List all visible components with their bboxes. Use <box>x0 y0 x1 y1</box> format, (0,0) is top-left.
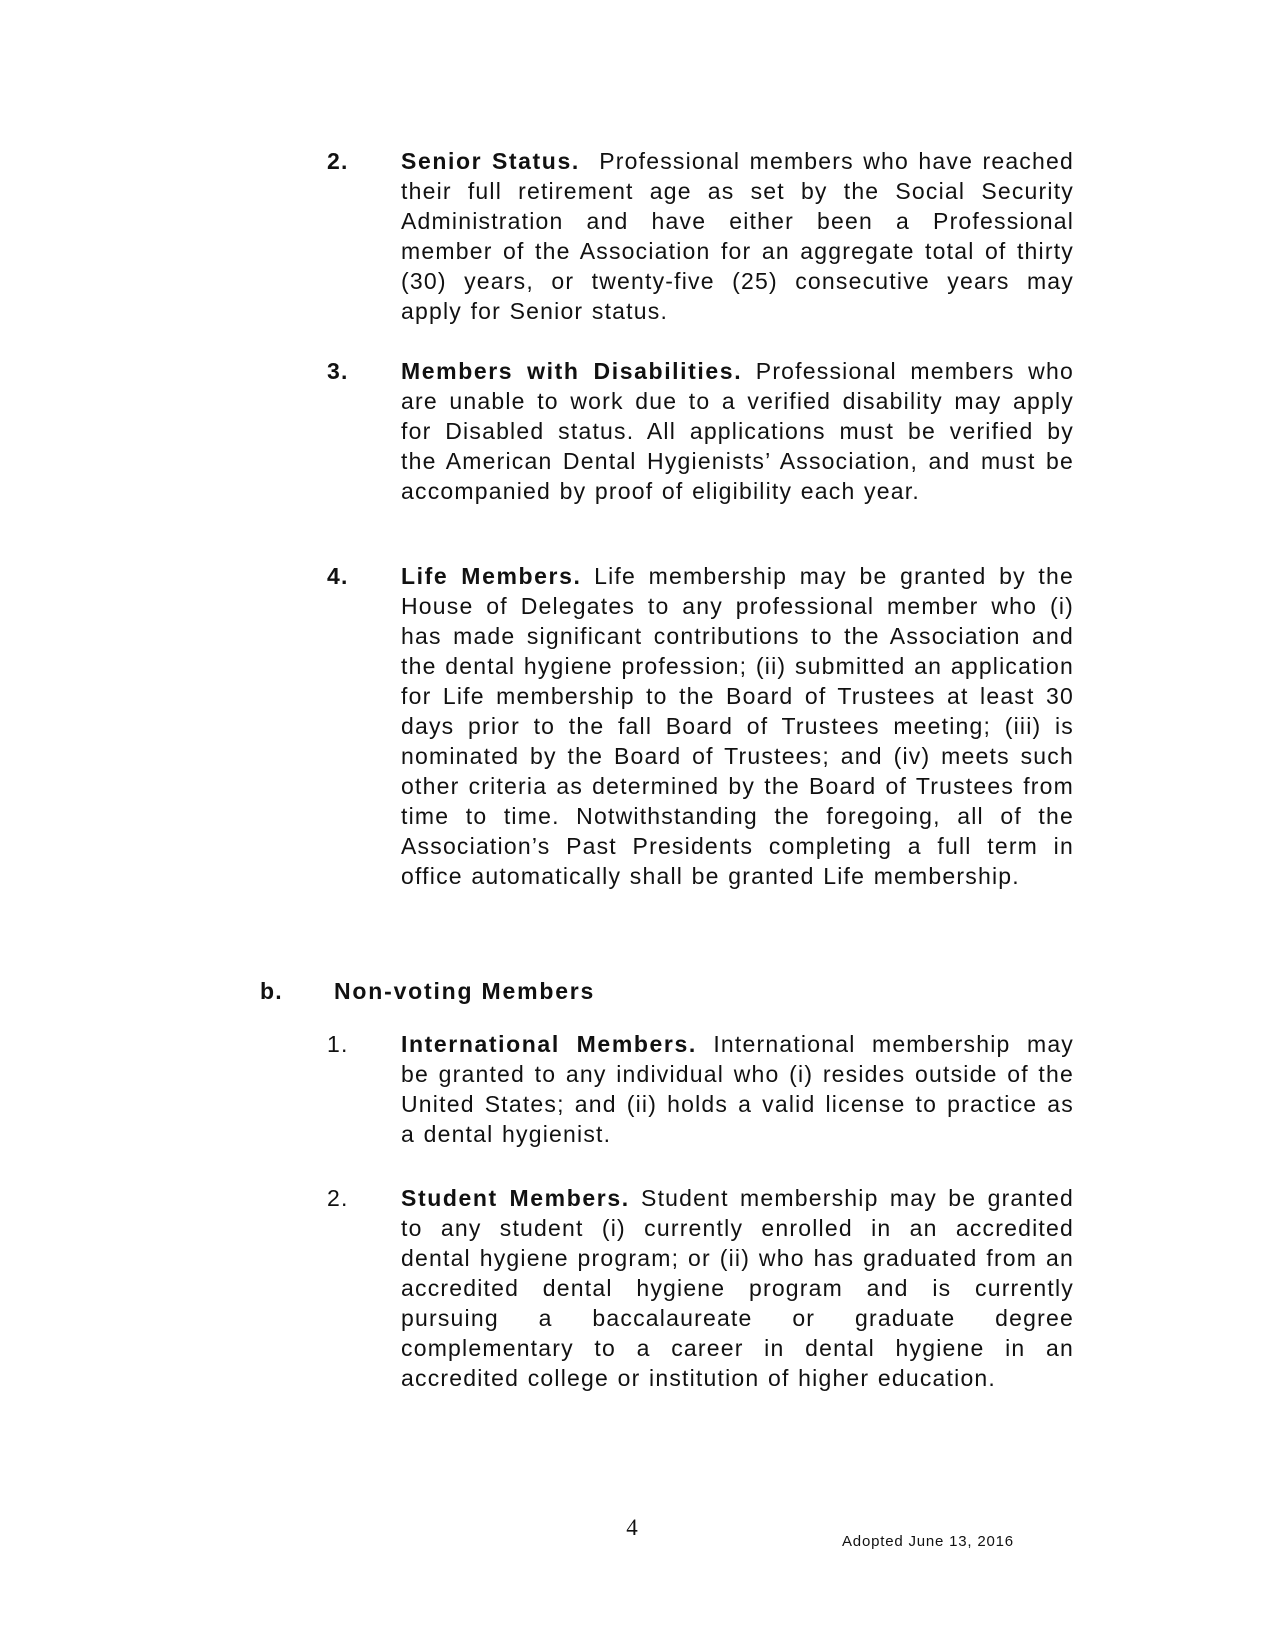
item-heading: Life Members. <box>401 563 582 589</box>
item-heading: Senior Status. <box>401 148 580 174</box>
item-text: Life membership may be granted by the House of Delegates to any professional member who (i) has made significant contributions to the Association and the dental hygiene profession; (ii) submitted an application for Life membership to the Board of Trustees at least 30 days prior to the fall Board of Trustees meeting; (iii) is nominated by the Board of Trustees; and (iv) meets such other criteria as determined by the Board of Trustees from time to time. Notwithstanding the foregoing, all of the Association’s Past Presidents completing a full term in office automatically shall be granted Life membership. <box>401 563 1074 889</box>
item-paragraph <box>401 561 1074 891</box>
section-letter: b. <box>260 978 283 1004</box>
item-number: 4. <box>327 563 349 589</box>
item-text: Student membership may be granted to any student (i) currently enrolled in an accredited dental hygiene program; or (ii) who has graduated from an accredited dental hygiene program and is currently pursuing a baccalaureate or graduate degree complementary to a career in dental hygiene in an accredited college or institution of higher education. <box>401 1185 1074 1391</box>
page-number: 4 <box>626 1515 638 1540</box>
item-heading: Student Members. <box>401 1185 630 1211</box>
item-paragraph <box>401 356 1074 506</box>
section-heading-non-voting <box>260 976 760 1006</box>
item-number: 3. <box>327 358 349 384</box>
item-number: 2. <box>327 1185 349 1211</box>
item-text: International membership may be granted to any individual who (i) resides outside of the United States; and (ii) holds a valid license to practice as a dental hygienist. <box>401 1031 1075 1147</box>
adopted-date-footer: Adopted June 13, 2016 <box>842 1533 1014 1550</box>
item-text: Professional members who are unable to work due to a verified disability may apply for Disabled status. All applications must be verified by the American Dental Hygienists’ Association, and must be accompanied by proof of eligibility each year. <box>401 358 1074 504</box>
item-text: Professional members who have reached their full retirement age as set by the Social Security Administration and have either been a Professional member of the Association for an aggregate total of thirty (30) years, or twenty-five (25) consecutive years may apply for Senior status. <box>401 148 1074 324</box>
item-paragraph <box>401 1029 1074 1149</box>
item-heading: International Members. <box>401 1031 697 1057</box>
section-title: Non-voting Members <box>334 978 596 1004</box>
item-heading: Members with Disabilities. <box>401 358 743 384</box>
item-paragraph <box>401 146 1074 326</box>
item-number: 2. <box>327 148 349 174</box>
item-paragraph <box>401 1183 1074 1393</box>
item-number: 1. <box>327 1031 349 1057</box>
